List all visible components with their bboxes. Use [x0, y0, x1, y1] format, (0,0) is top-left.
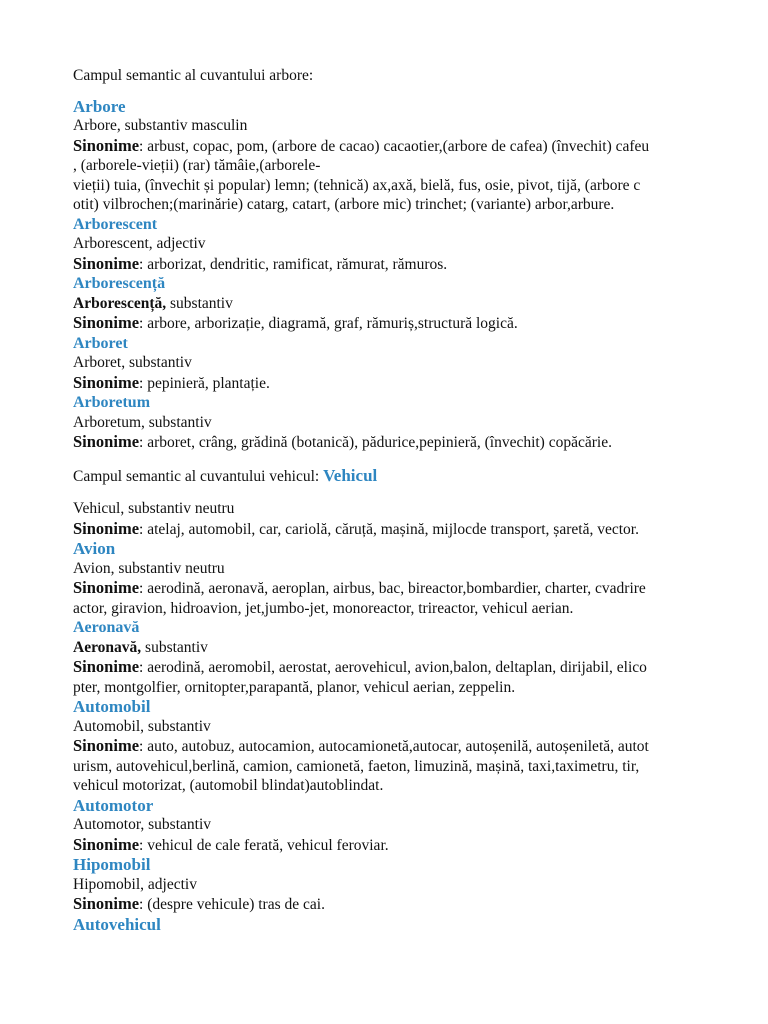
synonyms-arbore-line-3: vieții) tuia, (învechit și popular) lemn; (tehnică) ax,axă, bielă, fus, osie, pivot, tijă, (arbore c [73, 176, 641, 194]
definition-avion: Avion, substantiv neutru [73, 559, 225, 577]
headword-autovehicul: Autovehicul [73, 914, 161, 934]
synonyms-text: : (despre vehicule) tras de cai. [139, 896, 325, 913]
synonyms-arbore-line-2: , (arborele-vieții) (rar) tămâie,(arborele- [73, 157, 321, 174]
synonyms-label: Sinonime [73, 518, 140, 538]
definition-arborescent: Arborescent, adjectiv [73, 235, 206, 252]
definition-automobil: Automobil, substantiv [73, 717, 211, 735]
definition-automotor: Automotor, substantiv [73, 816, 212, 833]
synonyms-label: Sinonime [73, 372, 140, 392]
intro-vehicul-text: Campul semantic al cuvantului vehicul: [73, 467, 324, 485]
definition-vehicul: Vehicul, substantiv neutru [73, 500, 235, 517]
synonyms-line: : auto, autobuz, autocamion, autocamionetă,autocar, autoșenilă, autoșeniletă, autot [139, 738, 649, 755]
headword-automotor: Automotor [73, 795, 154, 815]
synonyms-label: Sinonime [73, 834, 140, 854]
synonyms-vehicul [73, 519, 742, 540]
synonyms-text: : atelaj, automobil, car, cariolă, căruță, mașină, mijlocde transport, șaretă, vector. [139, 520, 639, 538]
synonyms-hipomobil [73, 894, 742, 915]
synonyms-automotor [73, 835, 742, 856]
headword-avion: Avion [73, 539, 116, 558]
synonyms-label: Sinonime [73, 578, 140, 597]
synonyms-line: : arbust, copac, pom, (arbore de cacao) cacaotier,(arbore de cafea) (învechit) cafeu [139, 137, 650, 155]
headword-arborescenta: Arborescență [73, 275, 166, 292]
synonyms-aeronava-line-2: pter, montgolfier, ornitopter,parapantă, planor, vehicul aerian, zeppelin. [73, 678, 516, 696]
headword-arboretum: Arboretum [73, 394, 151, 411]
synonyms-automobil-line-2: urism, autovehicul,berlină, camion, camionetă, faeton, limuzină, mașină, taxi,taximetru, tir, [73, 757, 640, 775]
definition-aeronava [73, 638, 742, 658]
synonyms-text: : pepinieră, plantație. [139, 374, 270, 392]
synonyms-line: : aerodină, aeronavă, aeroplan, airbus, bac, bireactor,bombardier, charter, cvadrire [139, 580, 646, 597]
synonyms-line: : aerodină, aeromobil, aerostat, aerovehicul, avion,balon, deltaplan, dirijabil, elico [139, 659, 647, 676]
definition-rest: substantiv [166, 294, 233, 312]
synonyms-label: Sinonime [73, 253, 140, 273]
synonyms-arboret [73, 373, 742, 394]
intro-arbore: Campul semantic al cuvantului arbore: [73, 67, 314, 84]
definition-word: Arborescență, [73, 294, 167, 312]
definition-arbore: Arbore, substantiv masculin [73, 117, 248, 134]
headword-automobil: Automobil [73, 697, 151, 716]
synonyms-avion [73, 578, 742, 599]
synonyms-text: : arboret, crâng, grădină (botanică), pădurice,pepinieră, (învechit) copăcărie. [139, 434, 612, 451]
headword-arboret: Arboret [73, 334, 128, 352]
synonyms-arboretum [73, 432, 742, 453]
headword-vehicul: Vehicul [323, 465, 378, 485]
headword-aeronava: Aeronavă [73, 619, 140, 636]
synonyms-aeronava [73, 657, 742, 678]
synonyms-label: Sinonime [73, 135, 140, 155]
synonyms-label: Sinonime [73, 432, 140, 451]
definition-arboret: Arboret, substantiv [73, 354, 192, 371]
synonyms-label: Sinonime [73, 736, 140, 755]
synonyms-arborescent [73, 254, 742, 275]
synonyms-automobil [73, 736, 742, 757]
synonyms-text: : arbore, arborizație, diagramă, graf, rămuriș,structură logică. [139, 315, 518, 332]
synonyms-label: Sinonime [73, 313, 140, 332]
synonyms-avion-line-2: actor, giravion, hidroavion, jet,jumbo-jet, monoreactor, trireactor, vehicul aerian. [73, 599, 574, 617]
synonyms-arbore-line-4: otit) vilbrochen;(marinărie) catarg, catart, (arbore mic) trinchet; (variante) arbor,arbure. [73, 196, 615, 213]
synonyms-text: : vehicul de cale ferată, vehicul feroviar. [139, 836, 389, 854]
headword-arbore: Arbore [73, 96, 126, 116]
synonyms-text: : arborizat, dendritic, ramificat, rămurat, rămuros. [139, 255, 448, 273]
synonyms-arborescenta [73, 313, 742, 334]
intro-vehicul [73, 466, 742, 487]
definition-rest: substantiv [141, 638, 208, 656]
headword-hipomobil: Hipomobil [73, 855, 151, 874]
definition-hipomobil: Hipomobil, adjectiv [73, 875, 197, 893]
synonyms-automobil-line-3: vehicul motorizat, (automobil blindat)autoblindat. [73, 777, 384, 794]
definition-word: Aeronavă, [73, 638, 142, 656]
synonyms-label: Sinonime [73, 657, 140, 676]
synonyms-label: Sinonime [73, 894, 140, 913]
definition-arboretum: Arboretum, substantiv [73, 413, 212, 431]
synonyms-arbore [73, 136, 742, 157]
headword-arborescent: Arborescent [73, 215, 158, 233]
definition-arborescenta [73, 294, 742, 314]
